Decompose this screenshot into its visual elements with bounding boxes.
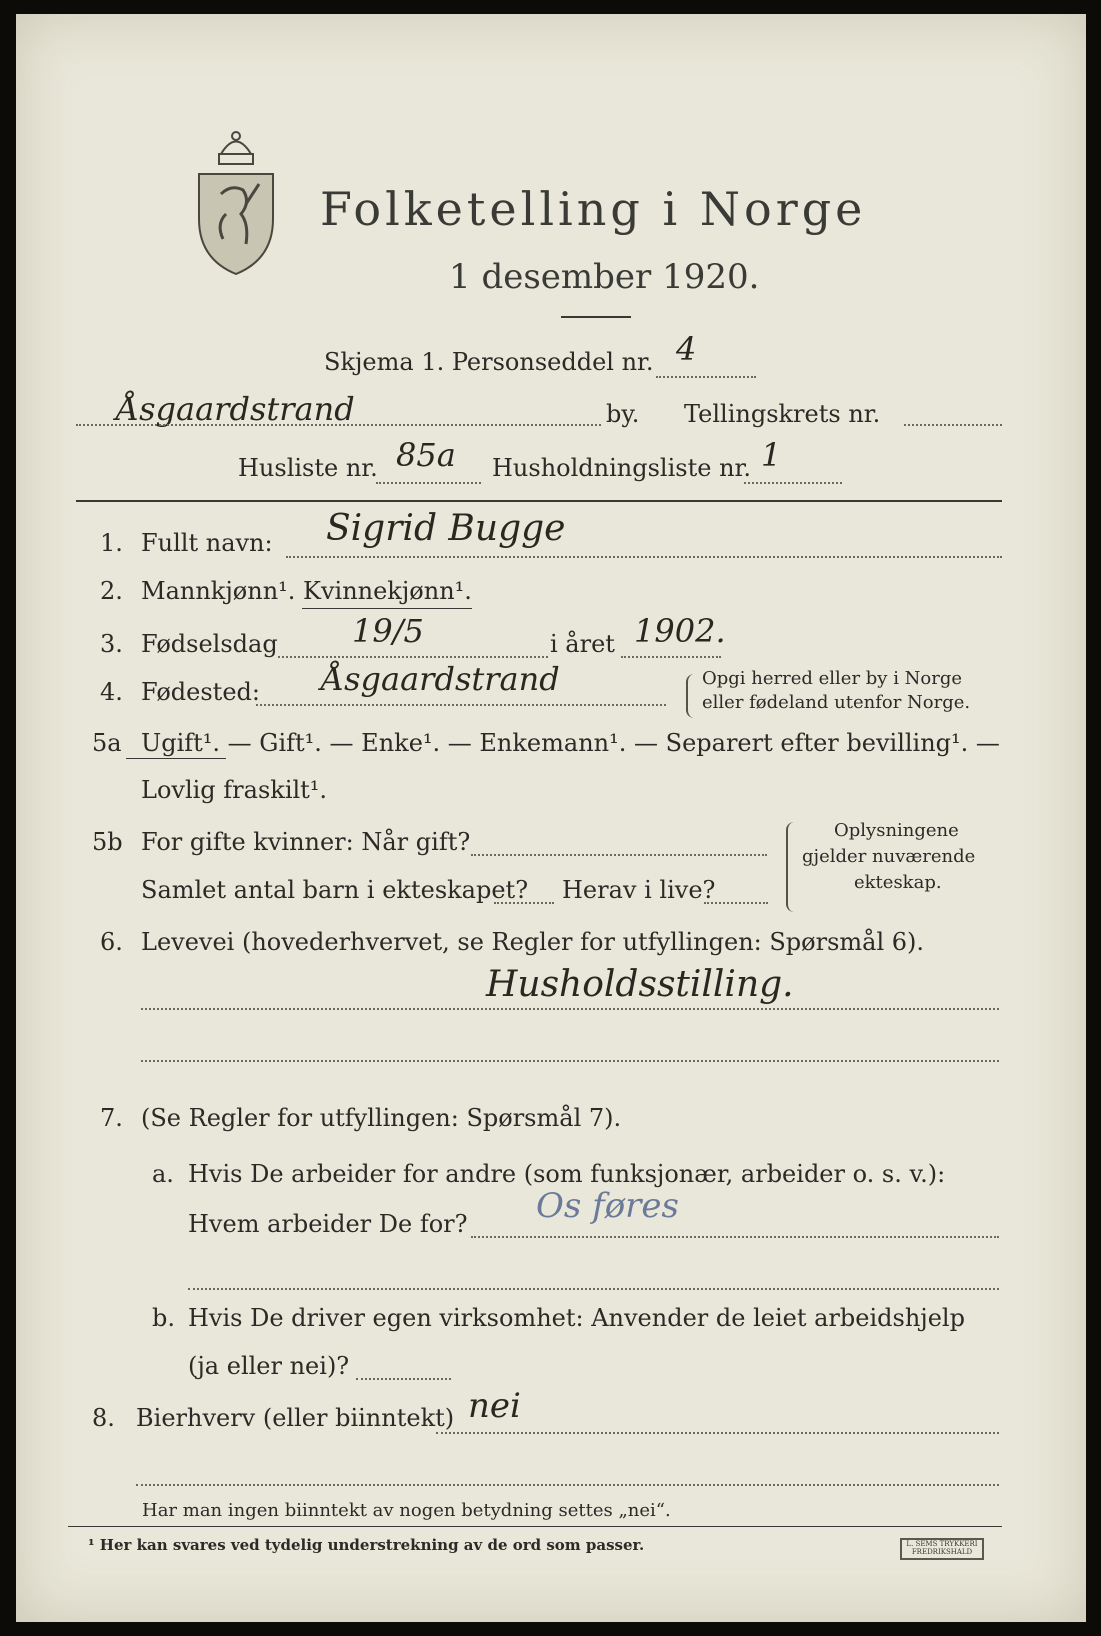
q1-label: Fullt navn: (141, 529, 273, 557)
hushold-label: Husholdningsliste nr. (492, 454, 751, 482)
husliste-value: 85a (396, 436, 456, 474)
q3-label: Fødselsdag (141, 630, 278, 658)
q5b-number: 5b (92, 828, 123, 856)
q4-label: Fødested: (141, 678, 260, 706)
census-form (16, 14, 1086, 1622)
q8-number: 8. (92, 1404, 115, 1432)
form-date: 1 desember 1920. (449, 257, 760, 297)
q5a-line-1: Ugift¹. — Gift¹. — Enke¹. — Enkemann¹. — Separert efter bevilling¹. — (141, 729, 1000, 757)
q3-year-value: 1902. (634, 612, 726, 650)
schema-label: Skjema 1. Personseddel nr. (324, 348, 654, 376)
q7b-line-1: Hvis De driver egen virksomhet: Anvender de leiet arbeidshjelp (188, 1304, 965, 1332)
q7a-letter: a. (152, 1160, 174, 1188)
q7b-line-2: (ja eller nei)? (188, 1352, 350, 1380)
q4-note-1: Opgi herred eller by i Norge (702, 668, 963, 689)
q7-label: (Se Regler for utfyllingen: Spørsmål 7). (141, 1104, 622, 1132)
q8-label: Bierhverv (eller biinntekt) (136, 1404, 455, 1432)
schema-value: 4 (676, 330, 697, 368)
husliste-label: Husliste nr. (238, 454, 378, 482)
q5b-note-1: Oplysningene (834, 820, 959, 841)
q7a-line-1: Hvis De arbeider for andre (som funksjonær, arbeider o. s. v.): (188, 1160, 946, 1188)
q1-number: 1. (100, 529, 123, 557)
q6-label: Levevei (hovederhvervet, se Regler for utfyllingen: Spørsmål 6). (141, 928, 925, 956)
q5b-line-1: For gifte kvinner: Når gift? (141, 828, 471, 856)
city-label: by. (606, 400, 640, 428)
q5b-note-3: ekteskap. (854, 872, 942, 893)
q3-value: 19/5 (352, 612, 424, 650)
q6-number: 6. (100, 928, 123, 956)
printer-stamp: L. SEMS TRYKKERI FREDRIKSHALD (900, 1538, 984, 1560)
q7-number: 7. (100, 1104, 123, 1132)
coat-of-arms-icon (191, 124, 281, 284)
q7b-letter: b. (152, 1304, 175, 1332)
q5b-line-2b: Herav i live? (562, 876, 716, 904)
footnote: ¹ Her kan svares ved tydelig understrekning av de ord som passer. (88, 1536, 645, 1554)
hushold-value: 1 (761, 436, 782, 474)
q6-value: Husholdsstilling. (486, 964, 794, 1005)
q8-note: Har man ingen biinntekt av nogen betydning settes „nei“. (142, 1500, 671, 1521)
q2-label: Mannkjønn¹. Kvinnekjønn¹. (141, 577, 472, 605)
q3-number: 3. (100, 630, 123, 658)
krets-label: Tellingskrets nr. (684, 400, 881, 428)
q5a-line-2: Lovlig fraskilt¹. (141, 776, 328, 804)
form-title: Folketelling i Norge (320, 182, 867, 236)
q4-number: 4. (100, 678, 123, 706)
q4-note-2: eller fødeland utenfor Norge. (702, 692, 971, 713)
q7a-value: Os føres (536, 1186, 680, 1226)
q3-year-label: i året (550, 630, 615, 658)
q2-number: 2. (100, 577, 123, 605)
q5a-number: 5a (92, 729, 122, 757)
q5b-line-2a: Samlet antal barn i ekteskapet? (141, 876, 529, 904)
q5b-note-2: gjelder nuværende (802, 846, 976, 867)
q8-value: nei (468, 1386, 521, 1426)
q7a-line-2: Hvem arbeider De for? (188, 1210, 468, 1238)
q1-value: Sigrid Bugge (326, 508, 566, 549)
q4-value: Åsgaardstrand (321, 660, 560, 698)
city-value: Åsgaardstrand (116, 390, 355, 428)
